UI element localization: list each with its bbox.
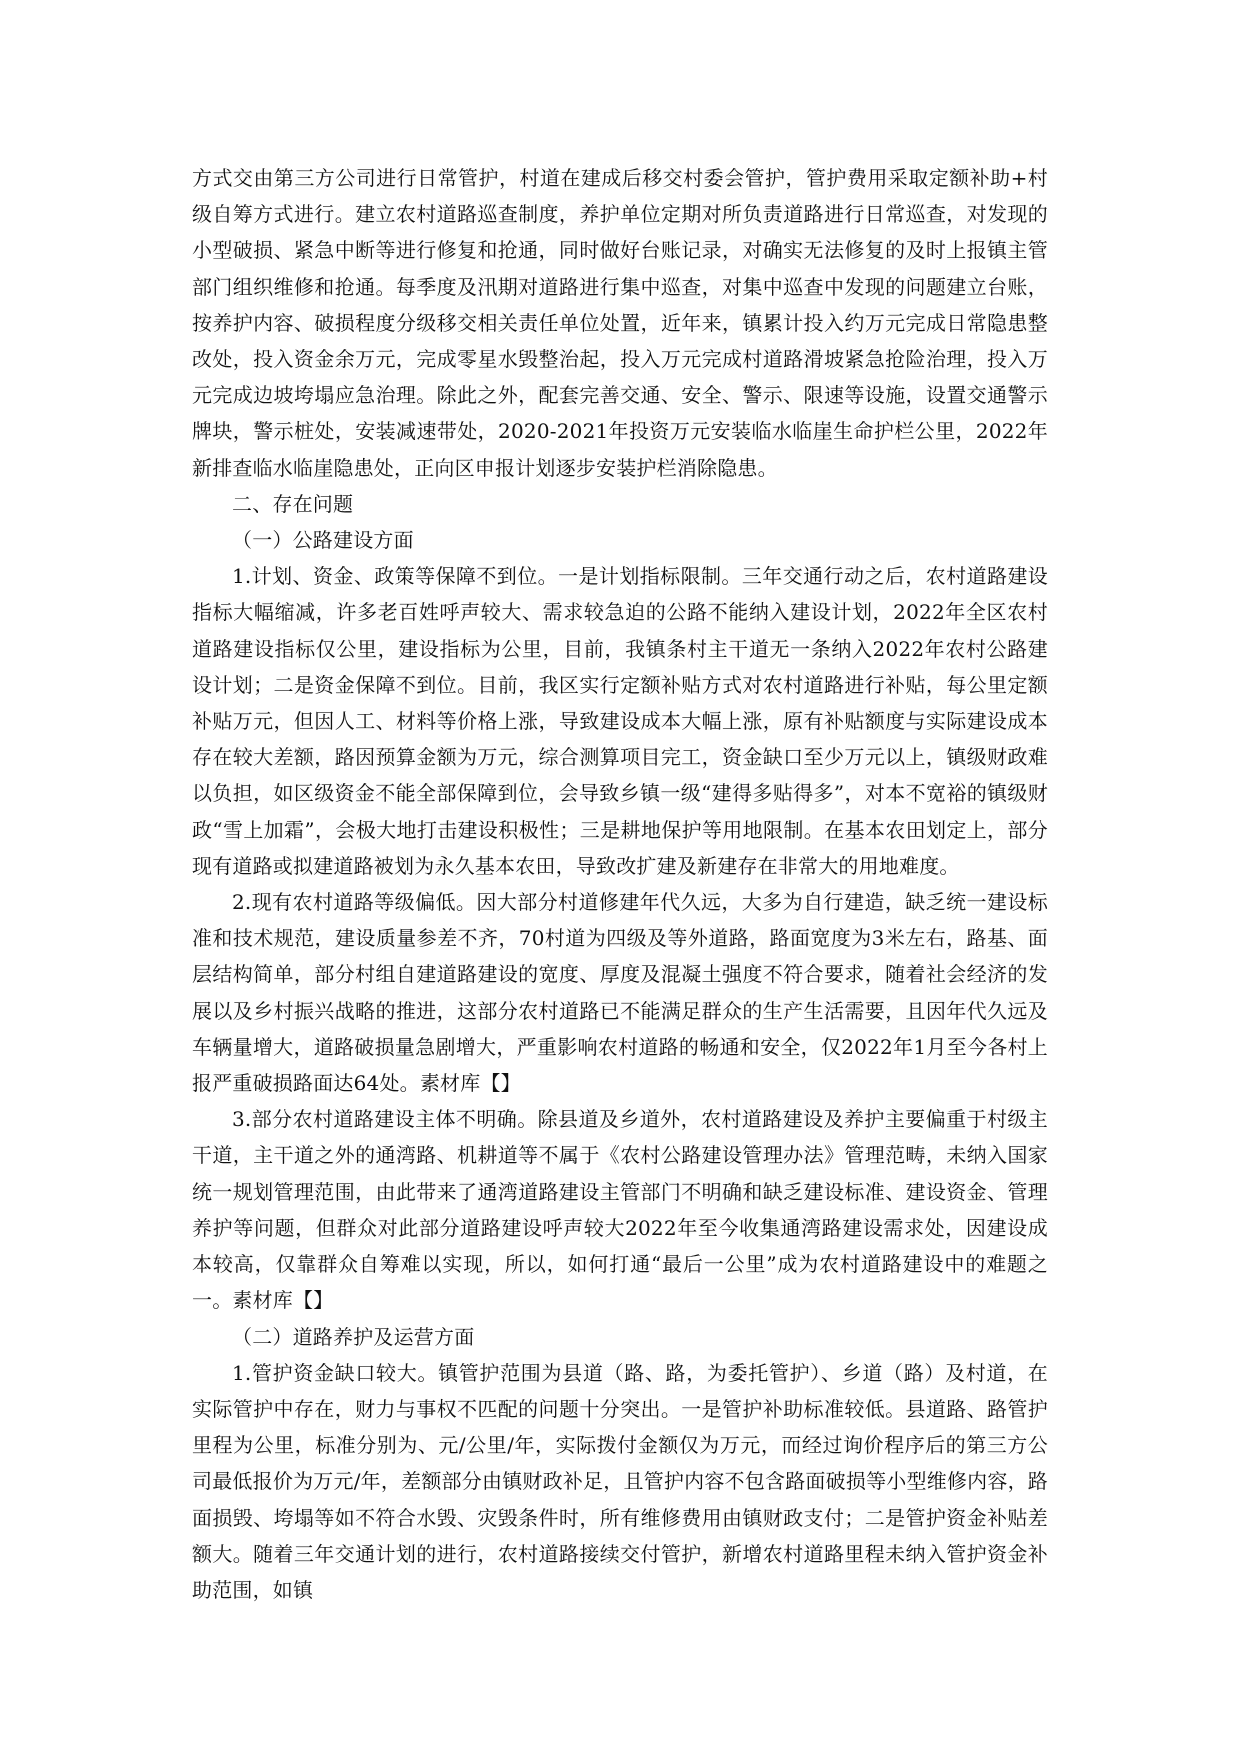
section-heading-problems: 二、存在问题 <box>232 491 354 516</box>
paragraph-planning-funding-policy: 1.计划、资金、政策等保障不到位。一是计划指标限制。三年交通行动之后，农村道路建设指标大幅缩减，许多老百姓呼声较大、需求较急迫的公路不能纳入建设计划，2022年全区农村道路建设指标仅公里，建设指标为公里，目前，我镇条村主干道无一条纳入2022年农村公路建设计划；二是资金保障不到位。目前，我区实行定额补贴方式对农村道路进行补贴，每公里定额补贴万元，但因人工、材料等价格上涨，导致建设成本大幅上涨，原有补贴额度与实际建设成本存在较大差额，路因预算金额为万元，综合测算项目完工，资金缺口至少万元以上，镇级财政难以负担，如区级资金不能全部保障到位，会导致乡镇一级“建得多贴得多”，对本不宽裕的镇级财政“雪上加霜”，会极大地打击建设积极性；三是耕地保护等用地限制。在基本农田划定上，部分现有道路或拟建道路被划为永久基本农田，导致改扩建及新建存在非常大的用地难度。 <box>192 564 1048 878</box>
paragraph-unclear-construction-subject: 3.部分农村道路建设主体不明确。除县道及乡道外，农村道路建设及养护主要偏重于村级主干道，主干道之外的通湾路、机耕道等不属于《农村公路建设管理办法》管理范畴，未纳入国家统一规划管理范围，由此带来了通湾道路建设主管部门不明确和缺乏建设标准、建设资金、管理养护等问题，但群众对此部分道路建设呼声较大2022年至今收集通湾路建设需求处，因建设成本较高，仅靠群众自筹难以实现，所以，如何打通“最后一公里”成为农村道路建设中的难题之一。素材库【】 <box>192 1107 1048 1313</box>
paragraph-maintenance-funding-gap: 1.管护资金缺口较大。镇管护范围为县道（路、路，为委托管护）、乡道（路）及村道，在实际管护中存在，财力与事权不匹配的问题十分突出。一是管护补助标准较低。县道路、路管护里程为公里，标准分别为、元/公里/年，实际拨付金额仅为万元，而经过询价程序后的第三方公司最低报价为万元/年，差额部分由镇财政补足，且管护内容不包含路面破损等小型维修内容，路面损毁、垮塌等如不符合水毁、灾毁条件时，所有维修费用由镇财政支付；二是管护资金补贴差额大。随着三年交通计划的进行，农村道路接续交付管护，新增农村道路里程未纳入管护资金补助范围，如镇 <box>192 1360 1048 1602</box>
subsection-heading-maintenance-operation: （二）道路养护及运营方面 <box>232 1324 475 1349</box>
subsection-heading-road-construction: （一）公路建设方面 <box>232 528 414 553</box>
document-page <box>192 160 1048 1608</box>
paragraph-low-road-grade: 2.现有农村道路等级偏低。因大部分村道修建年代久远，大多为自行建造，缺乏统一建设标准和技术规范，建设质量参差不齐，70村道为四级及等外道路，路面宽度为3米左右，路基、面层结构简单，部分村组自建道路建设的宽度、厚度及混凝土强度不符合要求，随着社会经济的发展以及乡村振兴战略的推进，这部分农村道路已不能满足群众的生产生活需要，且因年代久远及车辆量增大，道路破损量急剧增大，严重影响农村道路的畅通和安全，仅2022年1月至今各村上报严重破损路面达64处。素材库【】 <box>192 890 1048 1096</box>
paragraph-road-maintenance-practice: 方式交由第三方公司进行日常管护，村道在建成后移交村委会管护，管护费用采取定额补助+村级自筹方式进行。建立农村道路巡查制度，养护单位定期对所负责道路进行日常巡查，对发现的小型破损、紧急中断等进行修复和抢通，同时做好台账记录，对确实无法修复的及时上报镇主管部门组织维修和抢通。每季度及汛期对道路进行集中巡查，对集中巡查中发现的问题建立台账，按养护内容、破损程度分级移交相关责任单位处置，近年来，镇累计投入约万元完成日常隐患整改处，投入资金余万元，完成零星水毁整治起，投入万元完成村道路滑坡紧急抢险治理，投入万元完成边坡垮塌应急治理。除此之外，配套完善交通、安全、警示、限速等设施，设置交通警示牌块，警示桩处，安装减速带处，2020-2021年投资万元安装临水临崖生命护栏公里，2022年新排查临水临崖隐患处，正向区申报计划逐步安装护栏消除隐患。 <box>192 166 1048 480</box>
